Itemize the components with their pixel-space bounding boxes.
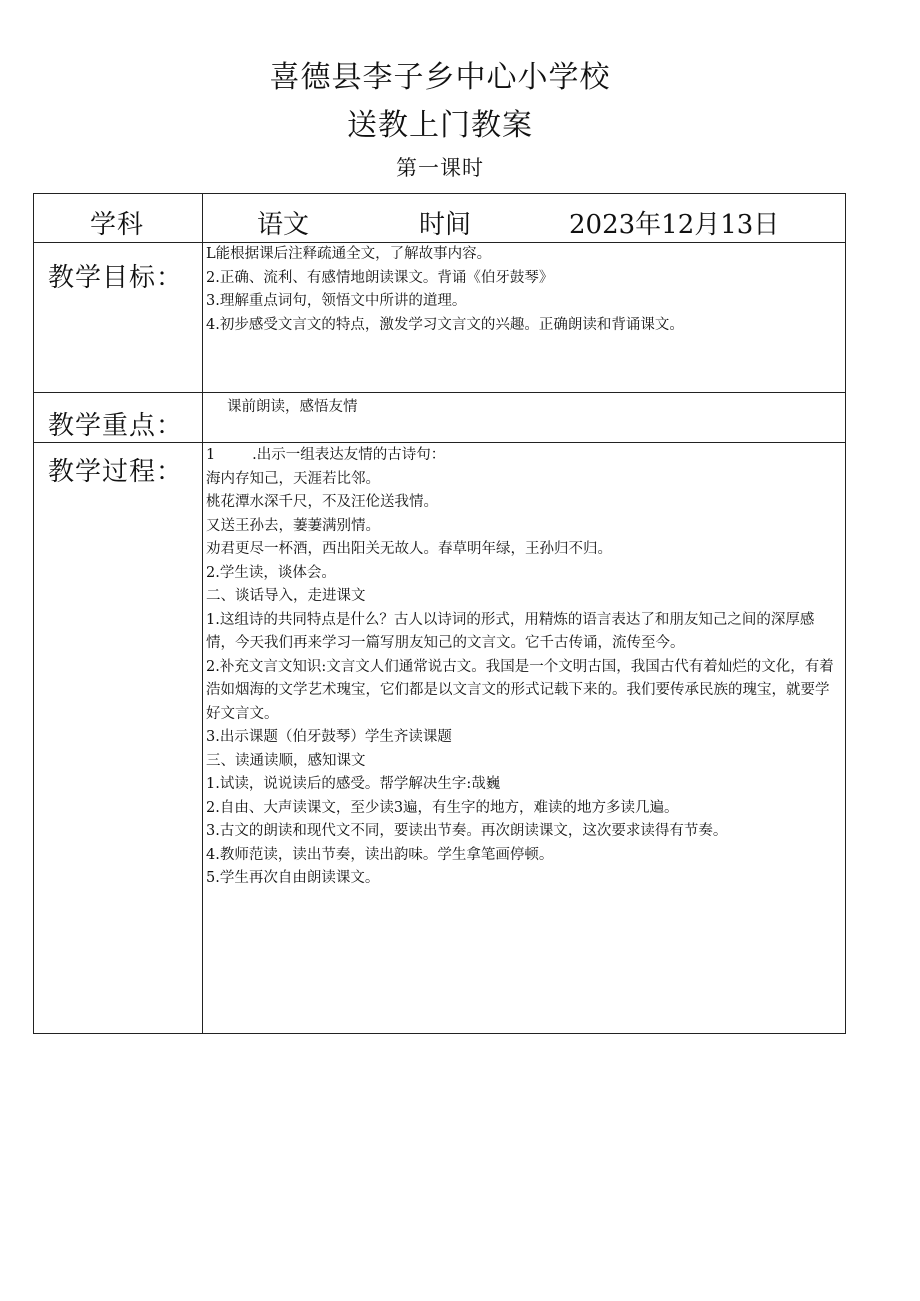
- process-line: 三、读通读顺，感知课文: [206, 752, 366, 769]
- process-row: [34, 443, 846, 1034]
- process-line: 海内存知己，天涯若比邻。: [206, 470, 380, 487]
- process-line: 2.补充文言文知识:文言文人们通常说古文。我国是一个文明古国，我国古代有着灿烂的文化，有着浩如烟海的文学艺术瑰宝，它们都是以文言文的形式记载下来的。我们要传承民族的瑰宝，就要学好文言文。: [206, 658, 834, 722]
- lesson-period: 第一课时: [396, 156, 484, 180]
- process-line: 5.学生再次自由朗读课文。: [206, 870, 380, 886]
- goals-label-cell: [34, 243, 203, 393]
- document-type-title: 送教上门教案: [347, 108, 533, 143]
- school-name: 喜德县李子乡中心小学校: [269, 60, 611, 95]
- process-line: 桃花潭水深千尺，不及汪伦送我情。: [206, 494, 438, 510]
- subject-value: 语文: [257, 210, 310, 240]
- process-line: 2.学生读，谈体会。: [206, 564, 336, 581]
- key-points-label: 教学重点：: [48, 411, 184, 441]
- time-label: 时间: [419, 210, 472, 240]
- goals-row: [34, 243, 846, 393]
- key-points-row: [34, 393, 846, 443]
- process-label-cell: [34, 443, 203, 1034]
- goals-label: 教学目标：: [48, 263, 184, 293]
- process-line: 3.古文的朗读和现代文不同，要读出节奏。再次朗读课文，这次要求读得有节奏。: [206, 823, 728, 839]
- key-content-cell: [203, 393, 846, 443]
- process-line: 又送王孙去，萋萋满别情。: [206, 517, 380, 534]
- process-line: 1.试读，说说读后的感受。帮学解决生字:哉巍: [206, 776, 501, 792]
- process-line: 4.教师范读，读出节奏，读出韵味。学生拿笔画停顿。: [206, 846, 554, 863]
- goal-item: 4.初步感受文言文的特点，激发学习文言文的兴趣。正确朗读和背诵课文。: [206, 316, 684, 333]
- goal-item: L能根据课后注释疏通全文，了解故事内容。: [206, 246, 492, 262]
- goal-item: 3.理解重点词句，领悟文中所讲的道理。: [206, 293, 467, 309]
- process-line: 劝君更尽一杯酒，西出阳关无故人。春草明年绿，王孙归不归。: [206, 541, 612, 557]
- date-value: 2023年12月13日: [569, 210, 780, 240]
- goals-content-cell: [203, 243, 846, 393]
- process-label: 教学过程：: [48, 457, 184, 487]
- key-points-value: 课前朗读，感悟友情: [227, 399, 358, 415]
- key-label-cell: [34, 393, 203, 443]
- process-line: 2.自由、大声读课文，至少读3遍，有生字的地方，难读的地方多读几遍。: [206, 799, 679, 816]
- process-content-cell: [203, 443, 846, 1034]
- process-line: 3.出示课题（伯牙鼓琴）学生齐读课题: [206, 729, 452, 745]
- lesson-plan-table: [33, 193, 846, 1034]
- process-line: 二、谈话导入，走进课文: [206, 588, 366, 604]
- subject-label-cell: [34, 194, 203, 243]
- process-line: 1 .出示一组表达友情的古诗句：: [206, 447, 446, 463]
- subject-label: 学科: [90, 210, 145, 240]
- goal-item: 2.正确、流利、有感情地朗读课文。背诵《伯牙鼓琴》: [206, 269, 554, 286]
- subject-time-cell: [203, 194, 846, 243]
- header-row: [34, 194, 846, 243]
- process-line: 1.这组诗的共同特点是什么？古人以诗词的形式，用精炼的语言表达了和朋友知己之间的深厚感情，今天我们再来学习一篇写朋友知己的文言文。它千古传诵，流传至今。: [206, 611, 815, 651]
